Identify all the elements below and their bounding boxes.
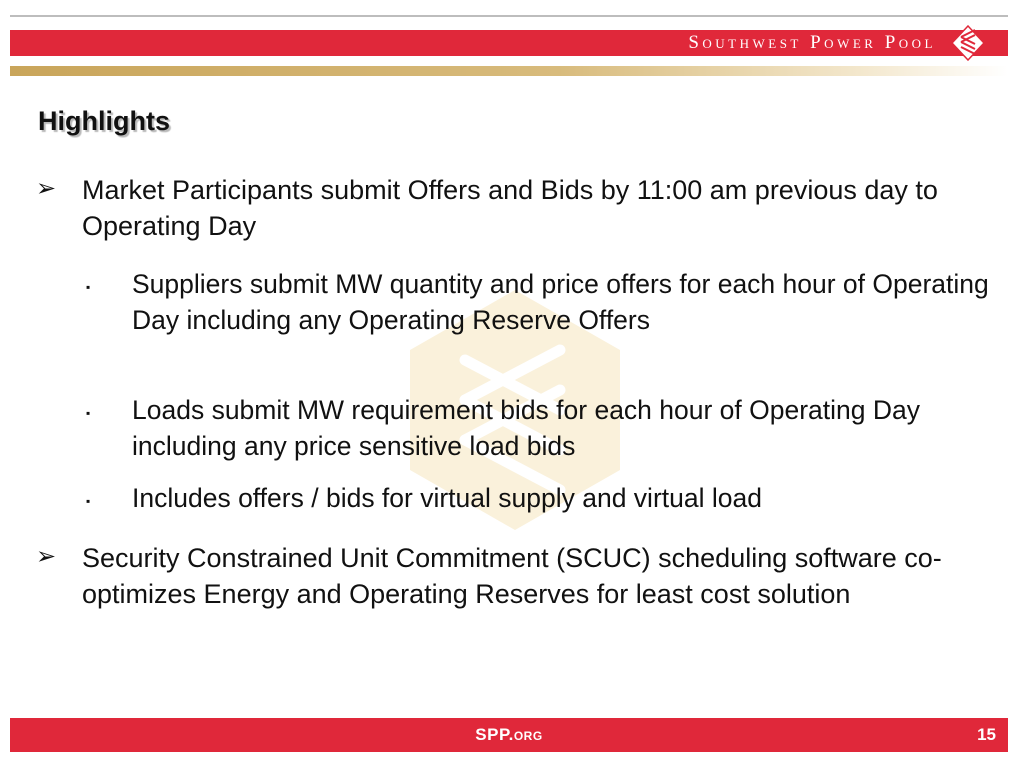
page-number: 15 [977, 725, 996, 744]
sub-bullet-item: Loads submit MW requirement bids for each hour of Operating Day including any price sensitive load bids [132, 395, 921, 461]
bullet-item: Security Constrained Unit Commitment (SCUC) scheduling software co-optimizes Energy and Operating Reserves for least cost solution [82, 543, 942, 609]
brand-name: Southwest Power Pool [688, 32, 936, 53]
sub-bullet-item: Includes offers / bids for virtual supply and virtual load [132, 483, 762, 513]
bullet-item: Market Participants submit Offers and Bids by 11:00 am previous day to Operating Day [82, 175, 938, 241]
arrow-bullet-icon: ➢ [36, 175, 57, 202]
arrow-bullet-icon: ➢ [36, 543, 57, 570]
footer-band [10, 718, 1008, 752]
square-bullet-icon: ▪ [86, 406, 91, 420]
square-bullet-icon: ▪ [86, 280, 91, 294]
square-bullet-icon: ▪ [86, 494, 91, 508]
sub-bullet-item: Suppliers submit MW quantity and price offers for each hour of Operating Day including any Operating Reserve Offers [132, 269, 989, 335]
page-title: Highlights [38, 106, 170, 136]
footer-site-link[interactable]: SPP.org [475, 725, 543, 744]
